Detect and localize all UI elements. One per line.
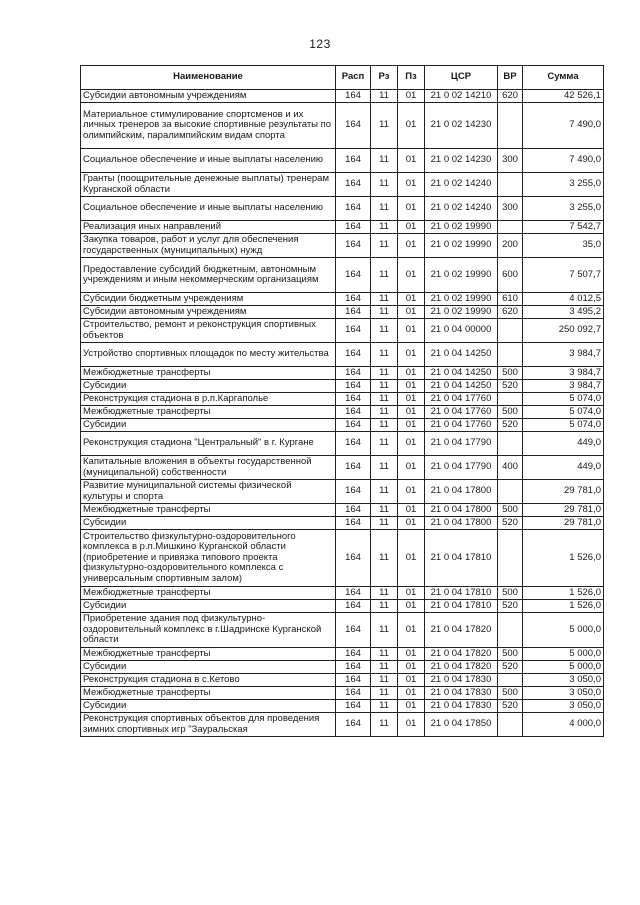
header-rz: Рз [371, 66, 398, 90]
row-rasp-cell: 164 [336, 613, 371, 648]
row-sum-cell: 7 490,0 [523, 149, 604, 173]
row-rasp-cell: 164 [336, 600, 371, 613]
row-rz-cell: 11 [371, 258, 398, 293]
row-rasp-cell: 164 [336, 343, 371, 367]
row-csr-cell: 21 0 04 17790 [425, 432, 498, 456]
row-rz-cell: 11 [371, 343, 398, 367]
row-csr-cell: 21 0 04 17810 [425, 587, 498, 600]
row-rz-cell: 11 [371, 293, 398, 306]
row-rasp-cell: 164 [336, 432, 371, 456]
row-name-cell: Субсидии [81, 600, 336, 613]
row-name-cell: Субсидии [81, 517, 336, 530]
header-csr: ЦСР [425, 66, 498, 90]
row-rz-cell: 11 [371, 149, 398, 173]
row-csr-cell: 21 0 02 19990 [425, 221, 498, 234]
header-rasp: Расп [336, 66, 371, 90]
row-rz-cell: 11 [371, 103, 398, 149]
table-row [81, 661, 604, 674]
row-rasp-cell: 164 [336, 406, 371, 419]
row-csr-cell: 21 0 02 19990 [425, 234, 498, 258]
row-sum-cell: 42 526,1 [523, 90, 604, 103]
row-csr-cell: 21 0 04 17810 [425, 600, 498, 613]
budget-table [80, 65, 604, 737]
row-rasp-cell: 164 [336, 306, 371, 319]
row-rz-cell: 11 [371, 661, 398, 674]
row-rasp-cell: 164 [336, 456, 371, 480]
row-pz-cell: 01 [398, 504, 425, 517]
row-pz-cell: 01 [398, 687, 425, 700]
table-row [81, 674, 604, 687]
row-csr-cell: 21 0 04 17810 [425, 530, 498, 587]
row-name-cell: Межбюджетные трансферты [81, 504, 336, 517]
row-vr-cell: 500 [498, 367, 523, 380]
row-sum-cell: 29 781,0 [523, 480, 604, 504]
row-rasp-cell: 164 [336, 293, 371, 306]
row-csr-cell: 21 0 02 14240 [425, 197, 498, 221]
row-vr-cell: 520 [498, 661, 523, 674]
table-row [81, 221, 604, 234]
row-pz-cell: 01 [398, 306, 425, 319]
row-csr-cell: 21 0 04 14250 [425, 380, 498, 393]
row-name-cell: Закупка товаров, работ и услуг для обеспечения государственных (муниципальных) нужд [81, 234, 336, 258]
row-rasp-cell: 164 [336, 149, 371, 173]
table-row [81, 293, 604, 306]
header-sum: Сумма [523, 66, 604, 90]
row-csr-cell: 21 0 04 17850 [425, 713, 498, 737]
row-name-cell: Межбюджетные трансферты [81, 367, 336, 380]
row-rasp-cell: 164 [336, 587, 371, 600]
row-sum-cell: 5 000,0 [523, 613, 604, 648]
row-name-cell: Строительство физкультурно-оздоровительного комплекса в р.п.Мишкино Курганской области (приобретение и привязка типового проекта физкультурно-оздоровительного комплекса с универсальным спортивным залом) [81, 530, 336, 587]
row-rz-cell: 11 [371, 406, 398, 419]
row-rz-cell: 11 [371, 432, 398, 456]
row-csr-cell: 21 0 02 14240 [425, 173, 498, 197]
row-pz-cell: 01 [398, 587, 425, 600]
row-pz-cell: 01 [398, 674, 425, 687]
row-pz-cell: 01 [398, 103, 425, 149]
row-rasp-cell: 164 [336, 530, 371, 587]
row-rasp-cell: 164 [336, 504, 371, 517]
table-row [81, 367, 604, 380]
row-pz-cell: 01 [398, 419, 425, 432]
row-vr-cell [498, 221, 523, 234]
row-csr-cell: 21 0 02 14210 [425, 90, 498, 103]
row-vr-cell [498, 393, 523, 406]
row-vr-cell [498, 480, 523, 504]
table-row [81, 380, 604, 393]
row-vr-cell: 500 [498, 587, 523, 600]
row-rasp-cell: 164 [336, 661, 371, 674]
row-rz-cell: 11 [371, 319, 398, 343]
row-csr-cell: 21 0 04 00000 [425, 319, 498, 343]
row-csr-cell: 21 0 04 17800 [425, 480, 498, 504]
row-pz-cell: 01 [398, 258, 425, 293]
row-vr-cell: 620 [498, 90, 523, 103]
table-row [81, 613, 604, 648]
table-row [81, 258, 604, 293]
row-vr-cell: 500 [498, 504, 523, 517]
row-sum-cell: 449,0 [523, 456, 604, 480]
table-header-row [81, 66, 604, 90]
row-csr-cell: 21 0 04 17800 [425, 517, 498, 530]
row-vr-cell [498, 432, 523, 456]
row-name-cell: Реконструкция стадиона в с.Кетово [81, 674, 336, 687]
row-vr-cell: 300 [498, 197, 523, 221]
row-vr-cell: 500 [498, 687, 523, 700]
row-pz-cell: 01 [398, 517, 425, 530]
row-pz-cell: 01 [398, 367, 425, 380]
row-name-cell: Межбюджетные трансферты [81, 648, 336, 661]
row-csr-cell: 21 0 04 17760 [425, 393, 498, 406]
row-rasp-cell: 164 [336, 517, 371, 530]
row-rz-cell: 11 [371, 504, 398, 517]
row-sum-cell: 4 012,5 [523, 293, 604, 306]
row-rasp-cell: 164 [336, 221, 371, 234]
row-csr-cell: 21 0 04 14250 [425, 367, 498, 380]
row-name-cell: Межбюджетные трансферты [81, 587, 336, 600]
row-sum-cell: 1 526,0 [523, 587, 604, 600]
row-pz-cell: 01 [398, 234, 425, 258]
table-row [81, 197, 604, 221]
row-vr-cell: 200 [498, 234, 523, 258]
row-csr-cell: 21 0 04 17760 [425, 419, 498, 432]
row-sum-cell: 29 781,0 [523, 504, 604, 517]
row-name-cell: Субсидии [81, 419, 336, 432]
row-sum-cell: 1 526,0 [523, 600, 604, 613]
row-name-cell: Субсидии автономным учреждениям [81, 306, 336, 319]
row-sum-cell: 449,0 [523, 432, 604, 456]
table-row [81, 306, 604, 319]
row-name-cell: Реконструкция спортивных объектов для проведения зимних спортивных игр "Зауральская [81, 713, 336, 737]
table-row [81, 343, 604, 367]
table-row [81, 587, 604, 600]
row-pz-cell: 01 [398, 456, 425, 480]
row-rasp-cell: 164 [336, 648, 371, 661]
row-rz-cell: 11 [371, 700, 398, 713]
row-vr-cell: 520 [498, 419, 523, 432]
row-sum-cell: 7 490,0 [523, 103, 604, 149]
row-rz-cell: 11 [371, 90, 398, 103]
row-name-cell: Устройство спортивных площадок по месту жительства [81, 343, 336, 367]
row-csr-cell: 21 0 02 14230 [425, 149, 498, 173]
row-pz-cell: 01 [398, 173, 425, 197]
row-rasp-cell: 164 [336, 480, 371, 504]
row-sum-cell: 3 984,7 [523, 343, 604, 367]
row-rasp-cell: 164 [336, 713, 371, 737]
row-name-cell: Субсидии [81, 700, 336, 713]
row-rz-cell: 11 [371, 674, 398, 687]
table-row [81, 480, 604, 504]
row-csr-cell: 21 0 04 17820 [425, 613, 498, 648]
row-rasp-cell: 164 [336, 419, 371, 432]
row-name-cell: Материальное стимулирование спортсменов и их личных тренеров за высокие спортивные результаты по олимпийским, паралимпийским видам спорта [81, 103, 336, 149]
row-rasp-cell: 164 [336, 319, 371, 343]
row-sum-cell: 3 050,0 [523, 687, 604, 700]
row-pz-cell: 01 [398, 319, 425, 343]
row-csr-cell: 21 0 04 17760 [425, 406, 498, 419]
row-rasp-cell: 164 [336, 173, 371, 197]
row-rz-cell: 11 [371, 480, 398, 504]
row-csr-cell: 21 0 04 17820 [425, 648, 498, 661]
table-row [81, 700, 604, 713]
header-pz: Пз [398, 66, 425, 90]
row-name-cell: Субсидии автономным учреждениям [81, 90, 336, 103]
row-sum-cell: 5 074,0 [523, 393, 604, 406]
row-sum-cell: 3 050,0 [523, 700, 604, 713]
row-rz-cell: 11 [371, 687, 398, 700]
row-name-cell: Субсидии [81, 661, 336, 674]
row-sum-cell: 7 542,7 [523, 221, 604, 234]
table-row [81, 406, 604, 419]
row-vr-cell: 400 [498, 456, 523, 480]
row-vr-cell: 600 [498, 258, 523, 293]
table-row [81, 504, 604, 517]
row-rz-cell: 11 [371, 713, 398, 737]
table-row [81, 319, 604, 343]
row-pz-cell: 01 [398, 700, 425, 713]
row-name-cell: Межбюджетные трансферты [81, 687, 336, 700]
row-pz-cell: 01 [398, 221, 425, 234]
row-pz-cell: 01 [398, 661, 425, 674]
row-csr-cell: 21 0 02 19990 [425, 293, 498, 306]
table-row [81, 90, 604, 103]
row-rz-cell: 11 [371, 221, 398, 234]
row-rasp-cell: 164 [336, 687, 371, 700]
row-vr-cell: 520 [498, 380, 523, 393]
row-sum-cell: 7 507,7 [523, 258, 604, 293]
table-row [81, 530, 604, 587]
row-csr-cell: 21 0 04 17800 [425, 504, 498, 517]
row-vr-cell [498, 173, 523, 197]
row-sum-cell: 3 255,0 [523, 197, 604, 221]
row-pz-cell: 01 [398, 613, 425, 648]
row-rz-cell: 11 [371, 306, 398, 319]
row-vr-cell [498, 319, 523, 343]
header-vr: ВР [498, 66, 523, 90]
row-sum-cell: 3 984,7 [523, 380, 604, 393]
row-name-cell: Реконструкция стадиона "Центральный" в г. Кургане [81, 432, 336, 456]
row-rasp-cell: 164 [336, 393, 371, 406]
row-rasp-cell: 164 [336, 90, 371, 103]
row-csr-cell: 21 0 04 17830 [425, 687, 498, 700]
table-row [81, 600, 604, 613]
row-name-cell: Реализация иных направлений [81, 221, 336, 234]
row-name-cell: Приобретение здания под физкультурно-оздоровительный комплекс в г.Шадринске Курганской области [81, 613, 336, 648]
row-name-cell: Предоставление субсидий бюджетным, автономным учреждениям и иным некоммерческим организациям [81, 258, 336, 293]
row-vr-cell: 500 [498, 648, 523, 661]
table-row [81, 393, 604, 406]
page-number: 123 [309, 37, 331, 51]
row-rz-cell: 11 [371, 234, 398, 258]
table-row [81, 419, 604, 432]
row-name-cell: Гранты (поощрительные денежные выплаты) тренерам Курганской области [81, 173, 336, 197]
row-pz-cell: 01 [398, 530, 425, 587]
row-pz-cell: 01 [398, 600, 425, 613]
row-rz-cell: 11 [371, 197, 398, 221]
row-pz-cell: 01 [398, 393, 425, 406]
row-csr-cell: 21 0 02 14230 [425, 103, 498, 149]
row-name-cell: Социальное обеспечение и иные выплаты населению [81, 197, 336, 221]
row-sum-cell: 5 074,0 [523, 419, 604, 432]
table-row [81, 687, 604, 700]
table-row [81, 648, 604, 661]
row-sum-cell: 5 000,0 [523, 648, 604, 661]
row-vr-cell [498, 343, 523, 367]
row-sum-cell: 29 781,0 [523, 517, 604, 530]
table-row [81, 713, 604, 737]
table-row [81, 234, 604, 258]
row-vr-cell: 520 [498, 517, 523, 530]
row-pz-cell: 01 [398, 648, 425, 661]
row-sum-cell: 5 074,0 [523, 406, 604, 419]
row-vr-cell [498, 103, 523, 149]
row-vr-cell: 520 [498, 600, 523, 613]
row-pz-cell: 01 [398, 343, 425, 367]
row-pz-cell: 01 [398, 406, 425, 419]
row-csr-cell: 21 0 04 17830 [425, 674, 498, 687]
row-name-cell: Капитальные вложения в объекты государственной (муниципальной) собственности [81, 456, 336, 480]
table-row [81, 173, 604, 197]
row-rasp-cell: 164 [336, 380, 371, 393]
row-rz-cell: 11 [371, 530, 398, 587]
row-sum-cell: 3 050,0 [523, 674, 604, 687]
row-rz-cell: 11 [371, 600, 398, 613]
row-csr-cell: 21 0 02 19990 [425, 258, 498, 293]
row-csr-cell: 21 0 04 17830 [425, 700, 498, 713]
row-name-cell: Межбюджетные трансферты [81, 406, 336, 419]
table-row [81, 103, 604, 149]
row-sum-cell: 3 255,0 [523, 173, 604, 197]
row-vr-cell: 610 [498, 293, 523, 306]
row-sum-cell: 3 495,2 [523, 306, 604, 319]
row-rasp-cell: 164 [336, 234, 371, 258]
row-vr-cell: 500 [498, 406, 523, 419]
row-rz-cell: 11 [371, 517, 398, 530]
row-vr-cell [498, 674, 523, 687]
row-rasp-cell: 164 [336, 103, 371, 149]
row-rz-cell: 11 [371, 367, 398, 380]
row-pz-cell: 01 [398, 380, 425, 393]
row-pz-cell: 01 [398, 713, 425, 737]
row-rasp-cell: 164 [336, 197, 371, 221]
row-vr-cell [498, 530, 523, 587]
table-row [81, 149, 604, 173]
row-name-cell: Развитие муниципальной системы физической культуры и спорта [81, 480, 336, 504]
row-name-cell: Строительство, ремонт и реконструкция спортивных объектов [81, 319, 336, 343]
row-csr-cell: 21 0 02 19990 [425, 306, 498, 319]
row-rz-cell: 11 [371, 419, 398, 432]
row-sum-cell: 5 000,0 [523, 661, 604, 674]
row-pz-cell: 01 [398, 432, 425, 456]
row-vr-cell [498, 713, 523, 737]
row-rasp-cell: 164 [336, 258, 371, 293]
row-rz-cell: 11 [371, 456, 398, 480]
row-vr-cell: 520 [498, 700, 523, 713]
row-rasp-cell: 164 [336, 674, 371, 687]
row-name-cell: Субсидии бюджетным учреждениям [81, 293, 336, 306]
row-rasp-cell: 164 [336, 367, 371, 380]
row-sum-cell: 3 984,7 [523, 367, 604, 380]
table-row [81, 432, 604, 456]
row-rz-cell: 11 [371, 613, 398, 648]
row-csr-cell: 21 0 04 14250 [425, 343, 498, 367]
row-rz-cell: 11 [371, 648, 398, 661]
row-pz-cell: 01 [398, 293, 425, 306]
row-rz-cell: 11 [371, 380, 398, 393]
row-rz-cell: 11 [371, 173, 398, 197]
table-body [81, 90, 604, 737]
row-pz-cell: 01 [398, 480, 425, 504]
row-name-cell: Реконструкция стадиона в р.п.Каргаполье [81, 393, 336, 406]
header-name: Наименование [81, 66, 336, 90]
row-csr-cell: 21 0 04 17790 [425, 456, 498, 480]
row-rz-cell: 11 [371, 393, 398, 406]
row-csr-cell: 21 0 04 17820 [425, 661, 498, 674]
row-vr-cell: 620 [498, 306, 523, 319]
row-sum-cell: 35,0 [523, 234, 604, 258]
table-row [81, 456, 604, 480]
row-sum-cell: 4 000,0 [523, 713, 604, 737]
row-pz-cell: 01 [398, 197, 425, 221]
row-pz-cell: 01 [398, 90, 425, 103]
row-sum-cell: 1 526,0 [523, 530, 604, 587]
row-vr-cell: 300 [498, 149, 523, 173]
row-name-cell: Социальное обеспечение и иные выплаты населению [81, 149, 336, 173]
row-sum-cell: 250 092,7 [523, 319, 604, 343]
row-rz-cell: 11 [371, 587, 398, 600]
table-row [81, 517, 604, 530]
row-name-cell: Субсидии [81, 380, 336, 393]
row-vr-cell [498, 613, 523, 648]
row-rasp-cell: 164 [336, 700, 371, 713]
row-pz-cell: 01 [398, 149, 425, 173]
